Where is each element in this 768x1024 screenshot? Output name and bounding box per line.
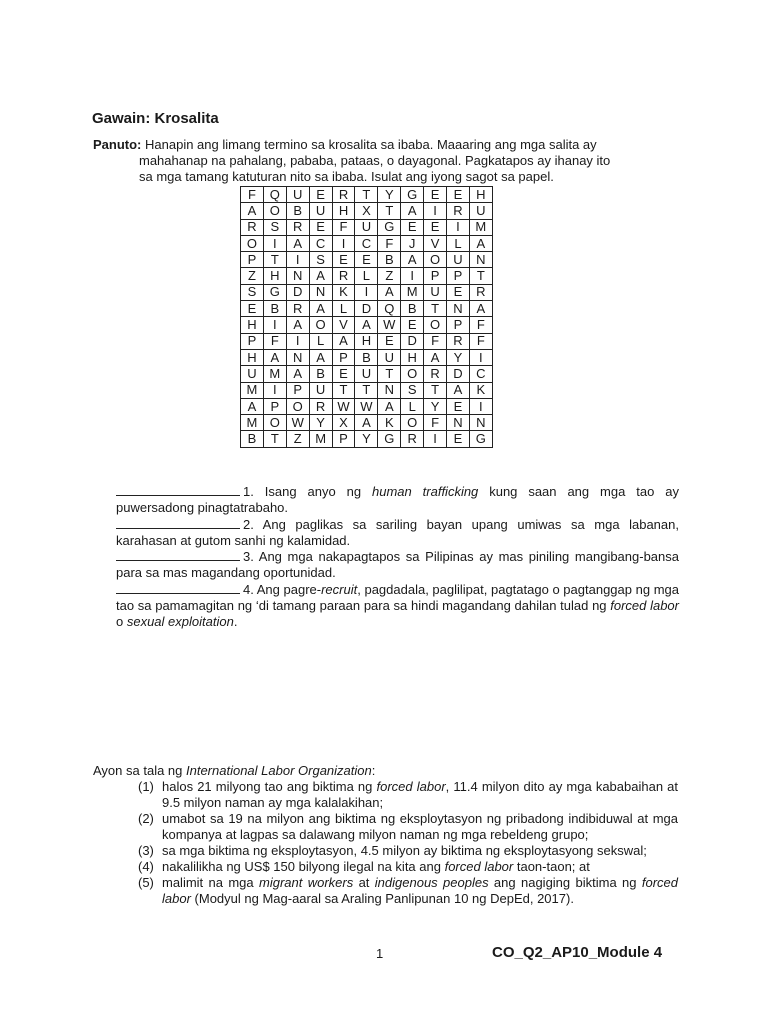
grid-cell: Z: [286, 431, 309, 447]
grid-cell: M: [241, 415, 264, 431]
directions-line-1: Hanapin ang limang termino sa krosalita sa ibaba. Maaaring ang mga salita ay: [145, 137, 597, 152]
grid-cell: H: [263, 268, 286, 284]
grid-cell: L: [309, 333, 332, 349]
grid-cell: S: [241, 284, 264, 300]
grid-cell: E: [378, 333, 401, 349]
grid-row: [241, 349, 493, 365]
grid-cell: M: [309, 431, 332, 447]
grid-cell: R: [469, 284, 492, 300]
grid-cell: J: [401, 235, 424, 251]
grid-cell: T: [263, 431, 286, 447]
grid-cell: A: [401, 252, 424, 268]
grid-cell: E: [401, 219, 424, 235]
grid-cell: X: [355, 203, 378, 219]
grid-cell: H: [401, 349, 424, 365]
directions-label: Panuto:: [93, 137, 142, 152]
directions-line-3: sa mga tamang katuturan nito sa ibaba. Isulat ang iyong sagot sa papel.: [139, 169, 554, 184]
list-item: (3) sa mga biktima ng eksploytasyon, 4.5 milyon ay biktima ng eksploytasyong sekswal;: [138, 843, 647, 858]
grid-cell: P: [447, 317, 470, 333]
grid-cell: Y: [309, 415, 332, 431]
grid-cell: T: [469, 268, 492, 284]
list-item: (5) malimit na mga migrant workers at indigenous peoples ang nagiging biktima ng forced labor (Modyul ng Mag-aaral sa Araling Panlipunan 10 ng DepEd, 2017).: [138, 875, 678, 906]
grid-row: [241, 252, 493, 268]
grid-row: [241, 203, 493, 219]
grid-cell: L: [332, 301, 355, 317]
grid-cell: L: [355, 268, 378, 284]
activity-title: Gawain: Krosalita: [92, 110, 219, 127]
grid-cell: Z: [241, 268, 264, 284]
grid-cell: T: [424, 301, 447, 317]
grid-cell: U: [469, 203, 492, 219]
answer-blank-3[interactable]: [116, 549, 240, 561]
grid-cell: A: [309, 268, 332, 284]
grid-cell: A: [355, 317, 378, 333]
grid-cell: A: [286, 366, 309, 382]
grid-cell: H: [469, 187, 492, 203]
module-code: CO_Q2_AP10_Module 4: [492, 944, 663, 961]
grid-cell: N: [447, 301, 470, 317]
grid-cell: E: [355, 252, 378, 268]
grid-row: [241, 301, 493, 317]
grid-cell: I: [424, 431, 447, 447]
grid-cell: X: [332, 415, 355, 431]
grid-cell: A: [309, 301, 332, 317]
grid-cell: R: [401, 431, 424, 447]
grid-row: [241, 317, 493, 333]
grid-cell: Q: [263, 187, 286, 203]
grid-cell: W: [378, 317, 401, 333]
grid-cell: A: [355, 415, 378, 431]
grid-cell: O: [286, 398, 309, 414]
grid-cell: O: [401, 415, 424, 431]
grid-cell: E: [447, 431, 470, 447]
grid-cell: O: [424, 317, 447, 333]
grid-cell: U: [286, 187, 309, 203]
grid-row: [241, 219, 493, 235]
grid-cell: F: [469, 333, 492, 349]
grid-cell: T: [332, 382, 355, 398]
grid-cell: Z: [378, 268, 401, 284]
grid-cell: B: [309, 366, 332, 382]
grid-cell: K: [378, 415, 401, 431]
grid-cell: O: [241, 235, 264, 251]
grid-cell: W: [332, 398, 355, 414]
grid-cell: R: [424, 366, 447, 382]
grid-cell: I: [355, 284, 378, 300]
grid-cell: S: [263, 219, 286, 235]
grid-cell: S: [401, 382, 424, 398]
grid-cell: H: [355, 333, 378, 349]
grid-cell: N: [286, 268, 309, 284]
grid-cell: E: [447, 398, 470, 414]
questions-section: [116, 484, 679, 631]
grid-cell: P: [263, 398, 286, 414]
grid-cell: T: [378, 203, 401, 219]
grid-row: [241, 333, 493, 349]
grid-cell: T: [263, 252, 286, 268]
grid-cell: N: [309, 284, 332, 300]
grid-cell: L: [401, 398, 424, 414]
grid-cell: K: [469, 382, 492, 398]
grid-cell: Q: [378, 301, 401, 317]
grid-cell: N: [469, 415, 492, 431]
ilo-intro: Ayon sa tala ng International Labor Organization:: [93, 763, 376, 778]
grid-cell: R: [332, 268, 355, 284]
grid-cell: D: [401, 333, 424, 349]
grid-row: [241, 415, 493, 431]
grid-cell: Y: [355, 431, 378, 447]
grid-cell: O: [263, 415, 286, 431]
grid-cell: I: [263, 382, 286, 398]
grid-cell: E: [332, 366, 355, 382]
grid-cell: U: [447, 252, 470, 268]
grid-row: [241, 268, 493, 284]
grid-cell: P: [286, 382, 309, 398]
question-2: 2. Ang paglikas sa sariling bayan upang umiwas sa mga labanan, karahasan at gutom sanhi ng kalamidad.: [116, 516, 679, 548]
grid-cell: T: [378, 366, 401, 382]
grid-cell: D: [447, 366, 470, 382]
grid-cell: P: [424, 268, 447, 284]
grid-cell: N: [447, 415, 470, 431]
grid-cell: F: [263, 333, 286, 349]
grid-cell: F: [332, 219, 355, 235]
grid-cell: R: [447, 333, 470, 349]
grid-cell: A: [263, 349, 286, 365]
grid-cell: M: [401, 284, 424, 300]
grid-cell: U: [309, 382, 332, 398]
grid-cell: R: [241, 219, 264, 235]
grid-cell: N: [469, 252, 492, 268]
grid-cell: E: [309, 187, 332, 203]
answer-blank-1[interactable]: [116, 484, 240, 496]
grid-row: [241, 382, 493, 398]
grid-cell: T: [355, 187, 378, 203]
directions-line-2: mahahanap na pahalang, pababa, pataas, o dayagonal. Pagkatapos ay ihanay ito: [139, 153, 611, 168]
grid-cell: A: [401, 203, 424, 219]
grid-cell: S: [309, 252, 332, 268]
grid-cell: U: [355, 366, 378, 382]
answer-blank-4[interactable]: [116, 582, 240, 594]
grid-cell: I: [286, 333, 309, 349]
page-number: 1: [376, 946, 384, 961]
grid-cell: P: [332, 431, 355, 447]
grid-cell: O: [424, 252, 447, 268]
grid-cell: I: [286, 252, 309, 268]
grid-row: [241, 187, 493, 203]
grid-cell: H: [332, 203, 355, 219]
grid-cell: R: [286, 219, 309, 235]
grid-cell: M: [241, 382, 264, 398]
grid-cell: F: [469, 317, 492, 333]
grid-cell: A: [286, 235, 309, 251]
grid-cell: A: [424, 349, 447, 365]
grid-cell: U: [424, 284, 447, 300]
grid-cell: I: [263, 317, 286, 333]
list-item: (1) halos 21 milyong tao ang biktima ng forced labor, 11.4 milyon dito ay mga kababaihan at 9.5 milyon naman ay mga kalalakihan;: [138, 779, 679, 810]
grid-cell: A: [469, 301, 492, 317]
grid-cell: F: [424, 415, 447, 431]
grid-cell: G: [401, 187, 424, 203]
grid-cell: A: [332, 333, 355, 349]
grid-cell: W: [286, 415, 309, 431]
grid-cell: E: [447, 187, 470, 203]
grid-cell: Y: [447, 349, 470, 365]
list-item: (4) nakalilikha ng US$ 150 bilyong ilegal na kita ang forced labor taon-taon; at: [138, 859, 590, 874]
grid-cell: A: [378, 398, 401, 414]
grid-cell: A: [286, 317, 309, 333]
grid-cell: C: [309, 235, 332, 251]
ilo-section: [93, 763, 678, 907]
grid-cell: B: [401, 301, 424, 317]
grid-row: [241, 284, 493, 300]
grid-cell: L: [447, 235, 470, 251]
directions: [93, 137, 673, 185]
grid-cell: I: [469, 398, 492, 414]
grid-cell: R: [332, 187, 355, 203]
ilo-list: [93, 779, 678, 907]
grid-cell: P: [447, 268, 470, 284]
grid-cell: A: [378, 284, 401, 300]
grid-cell: A: [309, 349, 332, 365]
grid-cell: E: [401, 317, 424, 333]
grid-cell: H: [241, 349, 264, 365]
grid-cell: U: [309, 203, 332, 219]
grid-cell: P: [241, 333, 264, 349]
grid-cell: P: [241, 252, 264, 268]
list-item: (2) umabot sa 19 na milyon ang biktima ng eksploytasyon ng pribadong indibiduwal at mga kompanya at lagpas sa dalawang milyon naman ng mga rebeldeng grupo;: [138, 811, 678, 842]
grid-cell: F: [424, 333, 447, 349]
grid-cell: G: [263, 284, 286, 300]
grid-cell: F: [241, 187, 264, 203]
question-3: 3. Ang mga nakapagtapos sa Pilipinas ay mas piniling mangibang-bansa para sa mas magandang oportunidad.: [116, 549, 679, 581]
grid-cell: U: [355, 219, 378, 235]
grid-cell: I: [332, 235, 355, 251]
grid-cell: O: [263, 203, 286, 219]
question-4: 4. Ang pagre-recruit, pagdadala, paglilipat, pagtatago o pagtanggap ng mga tao sa pamamagitan ng ‘di tamang paraan para sa hindi magandang dahilan tulad ng forced labor o sexual exploitation.: [116, 581, 679, 630]
grid-cell: U: [378, 349, 401, 365]
grid-cell: E: [424, 187, 447, 203]
grid-cell: O: [309, 317, 332, 333]
grid-cell: N: [378, 382, 401, 398]
grid-cell: H: [241, 317, 264, 333]
grid-cell: G: [378, 431, 401, 447]
grid-row: [241, 431, 493, 447]
grid-cell: R: [286, 301, 309, 317]
grid-cell: E: [309, 219, 332, 235]
grid-cell: B: [286, 203, 309, 219]
grid-cell: Y: [378, 187, 401, 203]
grid-row: [241, 366, 493, 382]
grid-cell: E: [332, 252, 355, 268]
grid-cell: G: [378, 219, 401, 235]
grid-cell: V: [424, 235, 447, 251]
grid-cell: B: [241, 431, 264, 447]
grid-cell: R: [447, 203, 470, 219]
grid-cell: C: [355, 235, 378, 251]
grid-cell: K: [332, 284, 355, 300]
grid-cell: A: [241, 203, 264, 219]
grid-cell: E: [447, 284, 470, 300]
grid-cell: I: [263, 235, 286, 251]
grid-cell: G: [469, 431, 492, 447]
grid-cell: A: [447, 382, 470, 398]
grid-cell: U: [241, 366, 264, 382]
grid-cell: O: [401, 366, 424, 382]
grid-row: [241, 235, 493, 251]
grid-cell: B: [355, 349, 378, 365]
word-search-grid: [240, 186, 493, 448]
grid-cell: T: [424, 382, 447, 398]
grid-cell: I: [469, 349, 492, 365]
grid-cell: D: [286, 284, 309, 300]
grid-cell: W: [355, 398, 378, 414]
answer-blank-2[interactable]: [116, 517, 240, 529]
grid-cell: F: [378, 235, 401, 251]
grid-cell: C: [469, 366, 492, 382]
grid-cell: R: [309, 398, 332, 414]
grid-cell: N: [286, 349, 309, 365]
grid-cell: I: [401, 268, 424, 284]
grid-cell: T: [355, 382, 378, 398]
grid-cell: B: [263, 301, 286, 317]
grid-cell: Y: [424, 398, 447, 414]
grid-cell: M: [263, 366, 286, 382]
grid-cell: E: [424, 219, 447, 235]
grid-cell: V: [332, 317, 355, 333]
grid-cell: M: [469, 219, 492, 235]
grid-cell: I: [447, 219, 470, 235]
grid-row: [241, 398, 493, 414]
grid-cell: A: [469, 235, 492, 251]
grid-cell: E: [241, 301, 264, 317]
grid-cell: B: [378, 252, 401, 268]
grid-cell: D: [355, 301, 378, 317]
grid-cell: I: [424, 203, 447, 219]
grid-cell: P: [332, 349, 355, 365]
question-1: 1. Isang anyo ng human trafficking kung saan ang mga tao ay puwersadong pinagtatrabaho.: [116, 484, 679, 516]
grid-cell: A: [241, 398, 264, 414]
